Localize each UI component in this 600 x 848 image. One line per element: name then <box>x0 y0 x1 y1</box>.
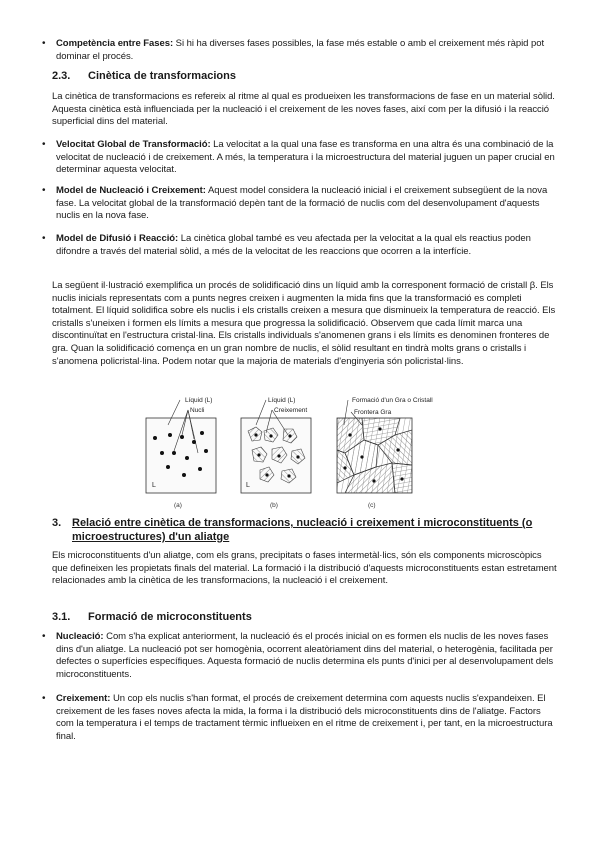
bullet-dot: • <box>42 631 46 642</box>
bullet-dot: • <box>42 38 46 49</box>
bullet-text: Un cop els nuclis s'han format, el procés de creixement determina com aquests nuclis s'expandeixen. El creixement de les fases noves afecta la mida, la forma i la distribució dels microconstituents dins de l'aliatge. Factors com la temperatura i el temps de tractament tèrmic influeixen en el ritme de creixement i, per tant, en la microestructura final. <box>56 693 553 742</box>
bullet-competencia-fases <box>42 38 556 63</box>
bullet-term: Model de Difusió i Reacció: <box>56 233 179 244</box>
section-heading-3-1 <box>52 610 252 624</box>
label-liquid-a: Líquid (L) <box>185 397 213 404</box>
label-formacio: Formació d'un Gra o Cristall <box>352 397 433 404</box>
solidification-figure <box>140 395 433 513</box>
caption-c: (c) <box>368 502 376 509</box>
bullet-dot: • <box>42 233 46 244</box>
bullet-dot: • <box>42 693 46 704</box>
section-heading-3 <box>52 516 562 544</box>
bullet-term: Velocitat Global de Transformació: <box>56 139 211 150</box>
bullet-text: La cinètica global també es veu afectada per la velocitat a la qual els reactius poden difondre a través del material sòlid, a més de la velocitat de les reaccions que ocorren a la interfície. <box>56 233 531 257</box>
bullet-text: Si hi ha diverses fases possibles, la fase més estable o amb el creixement més ràpid pot dominar el procés. <box>56 38 545 62</box>
bullet-text: La velocitat a la qual una fase es transforma en una altra és una combinació de la velocitat de nucleació i de creixement. A més, la temperatura i la microestructura del material juguen un paper crucial en determinar aquesta velocitat. <box>56 139 555 176</box>
bullet-nucleacio <box>42 631 556 681</box>
label-frontera: Frontera Gra <box>354 409 392 416</box>
label-L-a: L <box>152 482 156 489</box>
panel-b <box>241 397 311 509</box>
bullet-term: Nucleació: <box>56 631 104 642</box>
bullet-dot: • <box>42 185 46 196</box>
section-title: Formació de microconstituents <box>88 611 252 623</box>
section-title: Cinètica de transformacions <box>88 70 236 82</box>
bullet-dot: • <box>42 139 46 150</box>
section-number: 3. <box>52 517 62 529</box>
bullet-velocitat-global <box>42 139 556 177</box>
label-nucli: Nucli <box>190 407 205 414</box>
bullet-model-difusio <box>42 233 556 258</box>
solidification-diagram <box>140 395 433 513</box>
section-number: 3.1. <box>52 611 71 623</box>
caption-b: (b) <box>270 502 278 509</box>
panel-c <box>337 397 433 509</box>
bullet-text: Com s'ha explicat anteriorment, la nucleació és el procés inicial on es formen els nuclis de les noves fases dins d'un aliatge. La nucleació pot ser homogènia, ocorrent aleatòriament dins del material, o heterogènia, facilitada per defectes o superfícies específiques. Aquesta formació de nuclis determina els punts d'inici per al desenvolupament dels microconstituents. <box>56 631 554 680</box>
bullet-term: Creixement: <box>56 693 111 704</box>
section-title: Relació entre cinètica de transformacions, nucleació i creixement i microconstituents (o microestructures) d'un aliatge <box>72 517 533 543</box>
label-liquid-b: Líquid (L) <box>268 397 296 404</box>
section-number: 2.3. <box>52 70 71 82</box>
paragraph-cinetica-intro: La cinètica de transformacions es refereix al ritme al qual es produeixen les transformacions de fase en un material sòlid. Aquesta cinètica està influenciada per la nucleació i el creixement de les noves fases, així com per la difusió i la reacció superficial dins del material. <box>52 91 555 128</box>
section-heading-2-3 <box>52 69 236 83</box>
caption-a: (a) <box>174 502 182 509</box>
bullet-term: Model de Nucleació i Creixement: <box>56 185 206 196</box>
label-L-b: L <box>246 482 250 489</box>
bullet-term: Competència entre Fases: <box>56 38 174 49</box>
label-creixement: Creixement <box>274 407 308 414</box>
paragraph-solidificacio: La següent il·lustració exemplifica un procés de solidificació dins un líquid amb la corresponent formació de cristall β. Els nuclis inicials representats com a punts negres creixen i augmenten la mida fins que la transformació es completi totalment. El líquid solidifica sobre els nuclis i els cristalls creixen a mesura que disminueix la temperatura de reacció. Els cristalls s'uneixen i formen els límits a mesura que progressa la solidificació. Observem que cada límit marca una discontinuïtat en l'estructura cristal·lina. Els cristalls individuals s'anomenen grans i els límits es denominen fronteres de gra. Quan la solidificació comença en un gran nombre de nuclis, el sòlid resultant en tindrà molts grans o cristalls i s'anomena policristal·lina. Podem notar que la majoria de materials d'enginyeria són policristal·lins. <box>52 280 556 367</box>
bullet-creixement <box>42 693 556 743</box>
paragraph-microconstituents: Els microconstituents d'un aliatge, com els grans, precipitats o fases intermetàl·lics, són els components microscòpics que defineixen les propietats finals del material. La formació i la distribució d'aquests microconstituents estan estretament relacionades amb la cinètica de les transformacions, la nucleació i el creixement. <box>52 550 557 587</box>
bullet-text: Aquest model considera la nucleació inicial i el creixement subsegüent de la nova fase. La velocitat global de la transformació depèn tant de la formació de nuclis com del desenvolupament d'aquests nuclis en la nova fase. <box>56 185 548 222</box>
bullet-model-nucleacio <box>42 185 556 223</box>
panel-a <box>146 397 216 509</box>
